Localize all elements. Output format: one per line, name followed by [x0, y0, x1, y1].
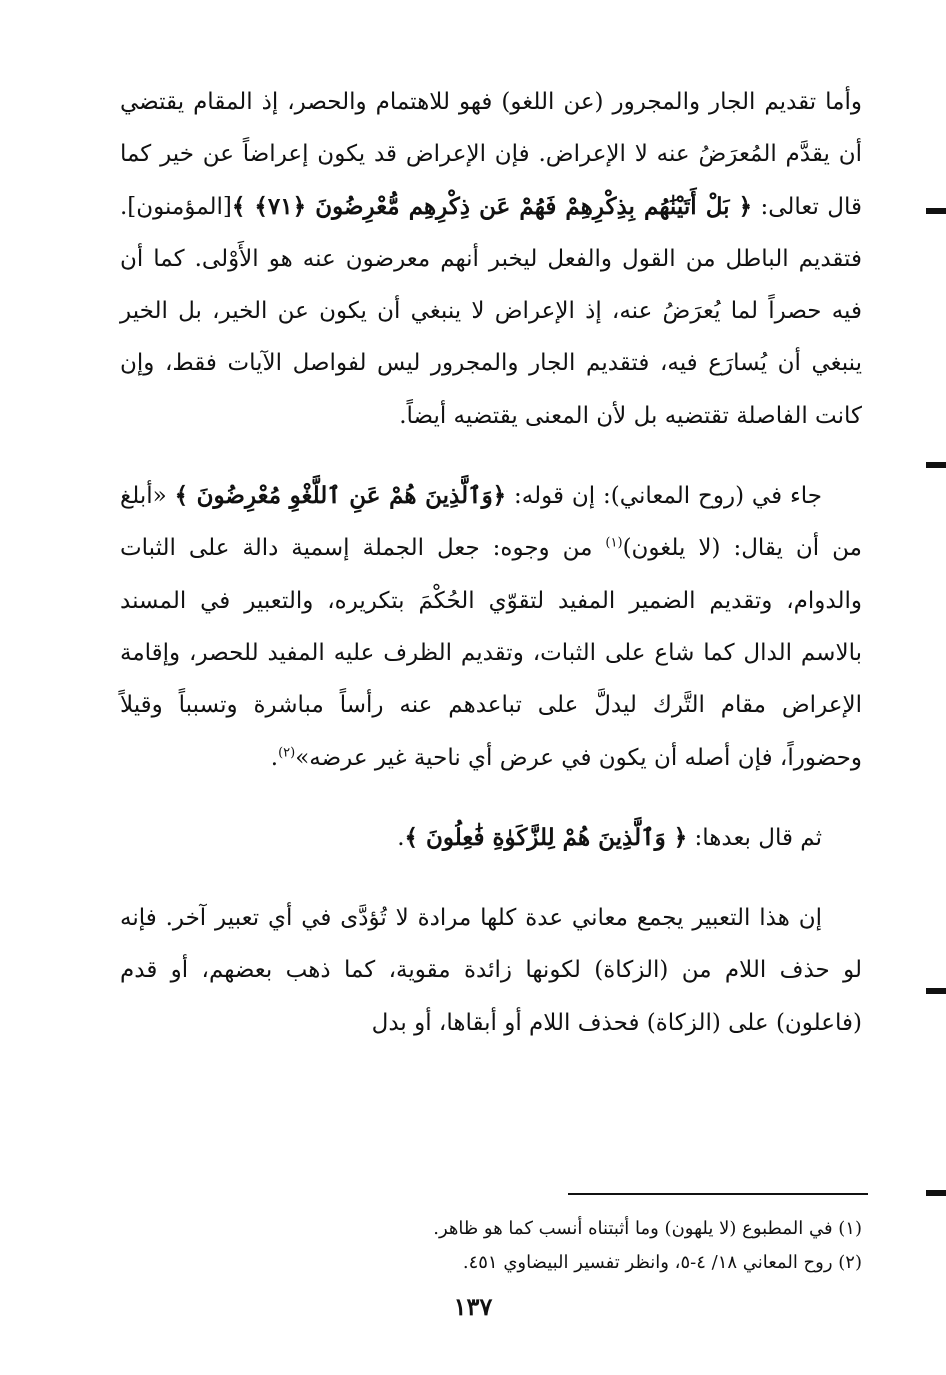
paragraph-4: [120, 892, 862, 1049]
paragraph-1: [120, 76, 862, 442]
text-segment: .: [270, 744, 279, 771]
margin-mark: [926, 462, 946, 468]
paragraph-2: [120, 470, 862, 784]
quran-verse: ﴿ بَلْ أَتَيْنَٰهُم بِذِكْرِهِمْ فَهُمْ عَن ذِكْرِهِم مُّعْرِضُونَ ﴿٧١﴾ ﴾: [231, 192, 753, 220]
text-segment: جاء في (روح المعاني): إن قوله:: [506, 483, 823, 510]
text-segment: «أبلغ من أن يقال: (لا يلغون): [120, 483, 862, 562]
page-body: [120, 76, 862, 1049]
quran-verse: ﴿ وَٱلَّذِينَ هُمْ لِلزَّكَوٰةِ فَٰعِلُونَ ﴾: [404, 823, 688, 851]
paragraph-3: [120, 812, 862, 864]
footnote-divider: [568, 1193, 868, 1195]
footnote-1: (١) في المطبوع (لا يلهون) وما أثبتناه أنسب كما هو ظاهر.: [433, 1218, 862, 1239]
text-segment: من وجوه: جعل الجملة إسمية دالة على الثبات والدوام، وتقديم الضمير المفيد لتقوّي الحُكْمَ بتكريره، والتعبير في المسند بالاسم الدال كما شاع على الثبات، وتقديم الظرف عليه المفيد للحصر، وإقامة الإعراض مقام التَّرك ليدلَّ على تباعدهم عنه رأساً مباشرة وتسبباً وقيلاً وحضوراً، فإن أصله أن يكون في عرض أي ناحية غير عرضه»: [120, 535, 862, 771]
margin-mark: [926, 208, 946, 214]
text-segment: وأما تقديم الجار والمجرور (عن اللغو) فهو للاهتمام والحصر، إذ المقام يقتضي أن يقدَّم المُعرَضُ عنه لا الإعراض. فإن الإعراض قد يكون إعراضاً عن خير كما قال تعالى:: [120, 89, 862, 220]
footnotes: [120, 1212, 862, 1280]
footnote-ref-1: (١): [605, 535, 623, 551]
margin-mark: [926, 988, 946, 994]
footnote-ref-2: (٢): [278, 744, 296, 760]
text-segment: إن هذا التعبير يجمع معاني عدة كلها مرادة لا تُؤدَّى في أي تعبير آخر. فإنه لو حذف اللام من (الزكاة) لكونها زائدة مقوية، كما ذهب بعضهم، أو قدم (فاعلون) على (الزكاة) فحذف اللام أو أبقاها، أو بدل: [120, 905, 862, 1036]
text-segment: .: [397, 824, 405, 851]
quran-verse: ﴿وَٱلَّذِينَ هُمْ عَنِ ٱللَّغْوِ مُعْرِضُونَ ﴾: [174, 482, 507, 510]
text-segment: ثم قال بعدها:: [687, 824, 822, 851]
text-segment: [المؤمنون]. فتقديم الباطل من القول والفعل ليخبر أنهم معرضون عنه هو الأَوْلى. كما أن فيه حصراً لما يُعرَضُ عنه، إذ الإعراض لا ينبغي أن يكون عن الخير، بل الخير ينبغي أن يُسارَع فيه، فتقديم الجار والمجرور ليس لفواصل الآيات فقط، وإن كانت الفاصلة تقتضيه بل لأن المعنى يقتضيه أيضاً.: [120, 193, 862, 429]
page-number: ١٣٧: [453, 1292, 493, 1321]
footnote-2: (٢) روح المعاني ١٨/ ٤-٥، وانظر تفسير البيضاوي ٤٥١.: [462, 1252, 862, 1273]
margin-mark: [926, 1190, 946, 1196]
